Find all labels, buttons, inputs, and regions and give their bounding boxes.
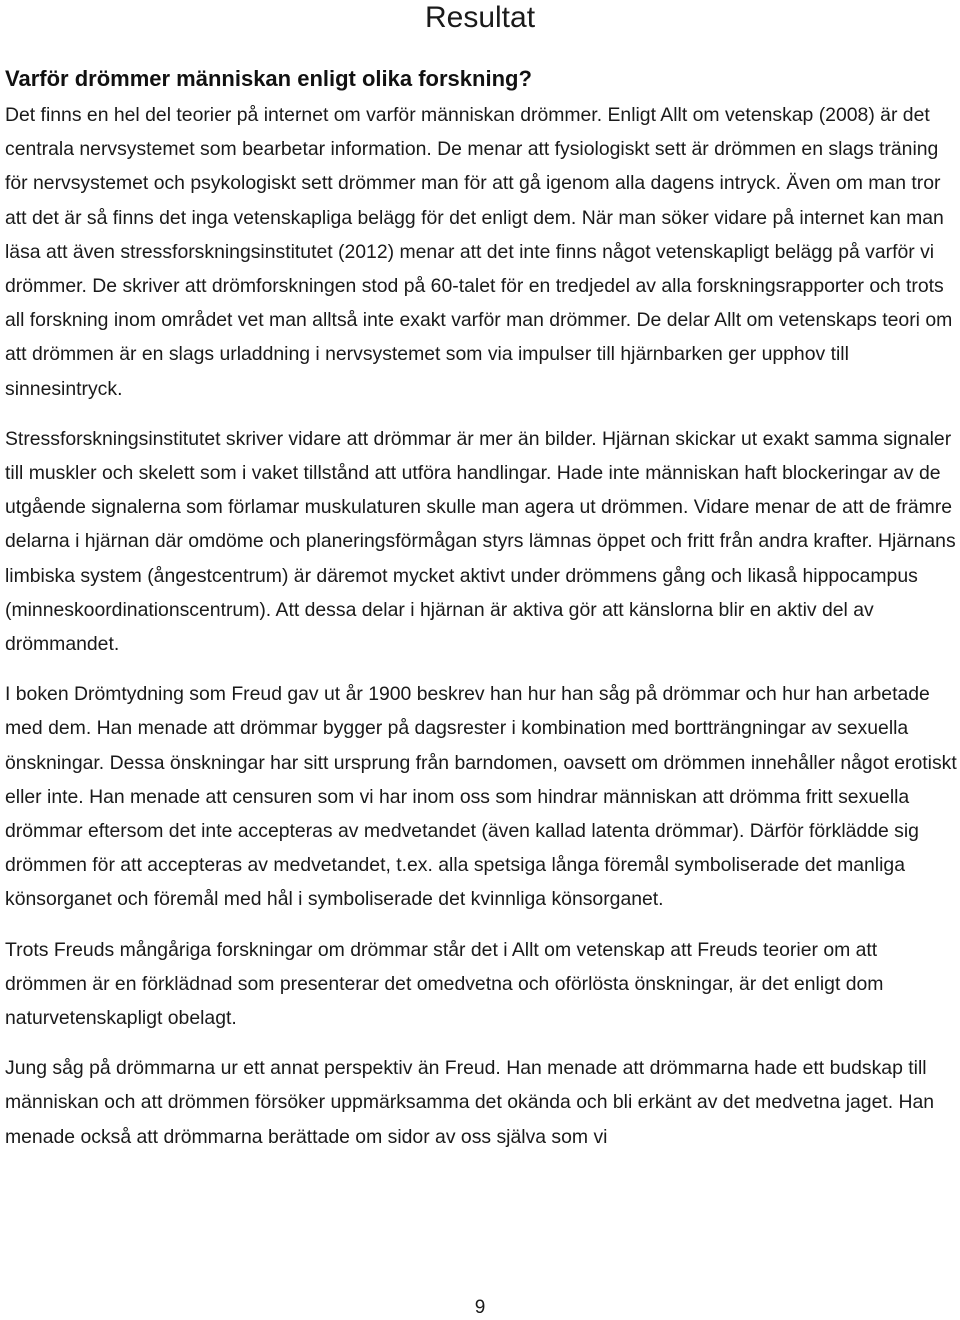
paragraph-1: Det finns en hel del teorier på internet om varför människan drömmer. Enligt Allt om vetenskap (2008) är det centrala nervsystemet som bearbetar information. De menar att fysiologiskt sett är drömmen en slags träning för nervsystemet och psykologiskt sett drömmer man för att gå igenom alla dagens intryck. Även om man tror att det är så finns det inga vetenskapliga belägg för det enligt dem. När man söker vidare på internet kan man läsa att även stressforskningsinstitutet (2012) menar att det inte finns något vetenskapligt belägg på varför vi drömmer. De skriver att drömforskningen stod på 60-talet för en tredjedel av alla forskningsrapporter och trots all forskning inom området vet man alltså inte exakt varför man drömmer. De delar Allt om vetenskaps teori om att drömmen är en slags urladdning i nervsystemet som via impulser till hjärnbarken ger upphov till sinnesintryck. (5, 104, 953, 400)
paragraph-2: Stressforskningsinstitutet skriver vidare att drömmar är mer än bilder. Hjärnan skickar ut exakt samma signaler till muskler och skelett som i vaket tillstånd att utföra handlingar. Hade inte människan haft blockeringar av de utgående signalerna som förlamar muskulaturen skulle man agera ut drömmen. Vidare menar de att de främre delarna i hjärnan där omdöme och planeringsförmågan styrs lämnas öppet och fritt från andra krafter. Hjärnans limbiska system (ångestcentrum) är däremot mycket aktivt under drömmens gång och likaså hippocampus (minneskoordinationscentrum). Att dessa delar i hjärnan är aktiva gör att känslorna blir en aktiv del av drömmandet. (5, 427, 956, 656)
section-heading: Varför drömmer människan enligt olika forskning? (5, 66, 532, 91)
document-body (5, 62, 957, 1170)
paragraph-4: Trots Freuds mångåriga forskningar om drömmar står det i Allt om vetenskap att Freuds teorier om att drömmen är en förklädnad som presenterar det omedvetna och oförlösta önskningar, är det enligt dom naturvetenskapligt obelagt. (5, 938, 884, 1030)
page-number: 9 (474, 1297, 486, 1318)
paragraph-3: I boken Drömtydning som Freud gav ut år 1900 beskrev han hur han såg på drömmar och hur han arbetade med dem. Han menade att drömmar bygger på dagsrester i kombination med bortträngningar av sexuella önskningar. Dessa önskningar har sitt ursprung från barndomen, oavsett om drömmen innehåller något erotiskt eller inte. Han menade att censuren som vi har inom oss som hindrar människan att drömma fritt sexuella drömmar eftersom det inte accepteras av medvetandet (även kallad latenta drömmar). Därför förklädde sig drömmen för att accepteras av medvetandet, t.ex. alla spetsiga långa föremål symboliserade det manliga könsorganet och föremål med hål i symboliserade det kvinnliga könsorganet. (5, 683, 957, 911)
paragraph-5: Jung såg på drömmarna ur ett annat perspektiv än Freud. Han menade att drömmarna hade ett budskap till människan och att drömmen försöker uppmärksamma det okända och bli erkänt av det medvetna jaget. Han menade också att drömmarna berättade om sidor av oss själva som vi (5, 1057, 935, 1148)
page-title: Resultat (424, 1, 536, 34)
